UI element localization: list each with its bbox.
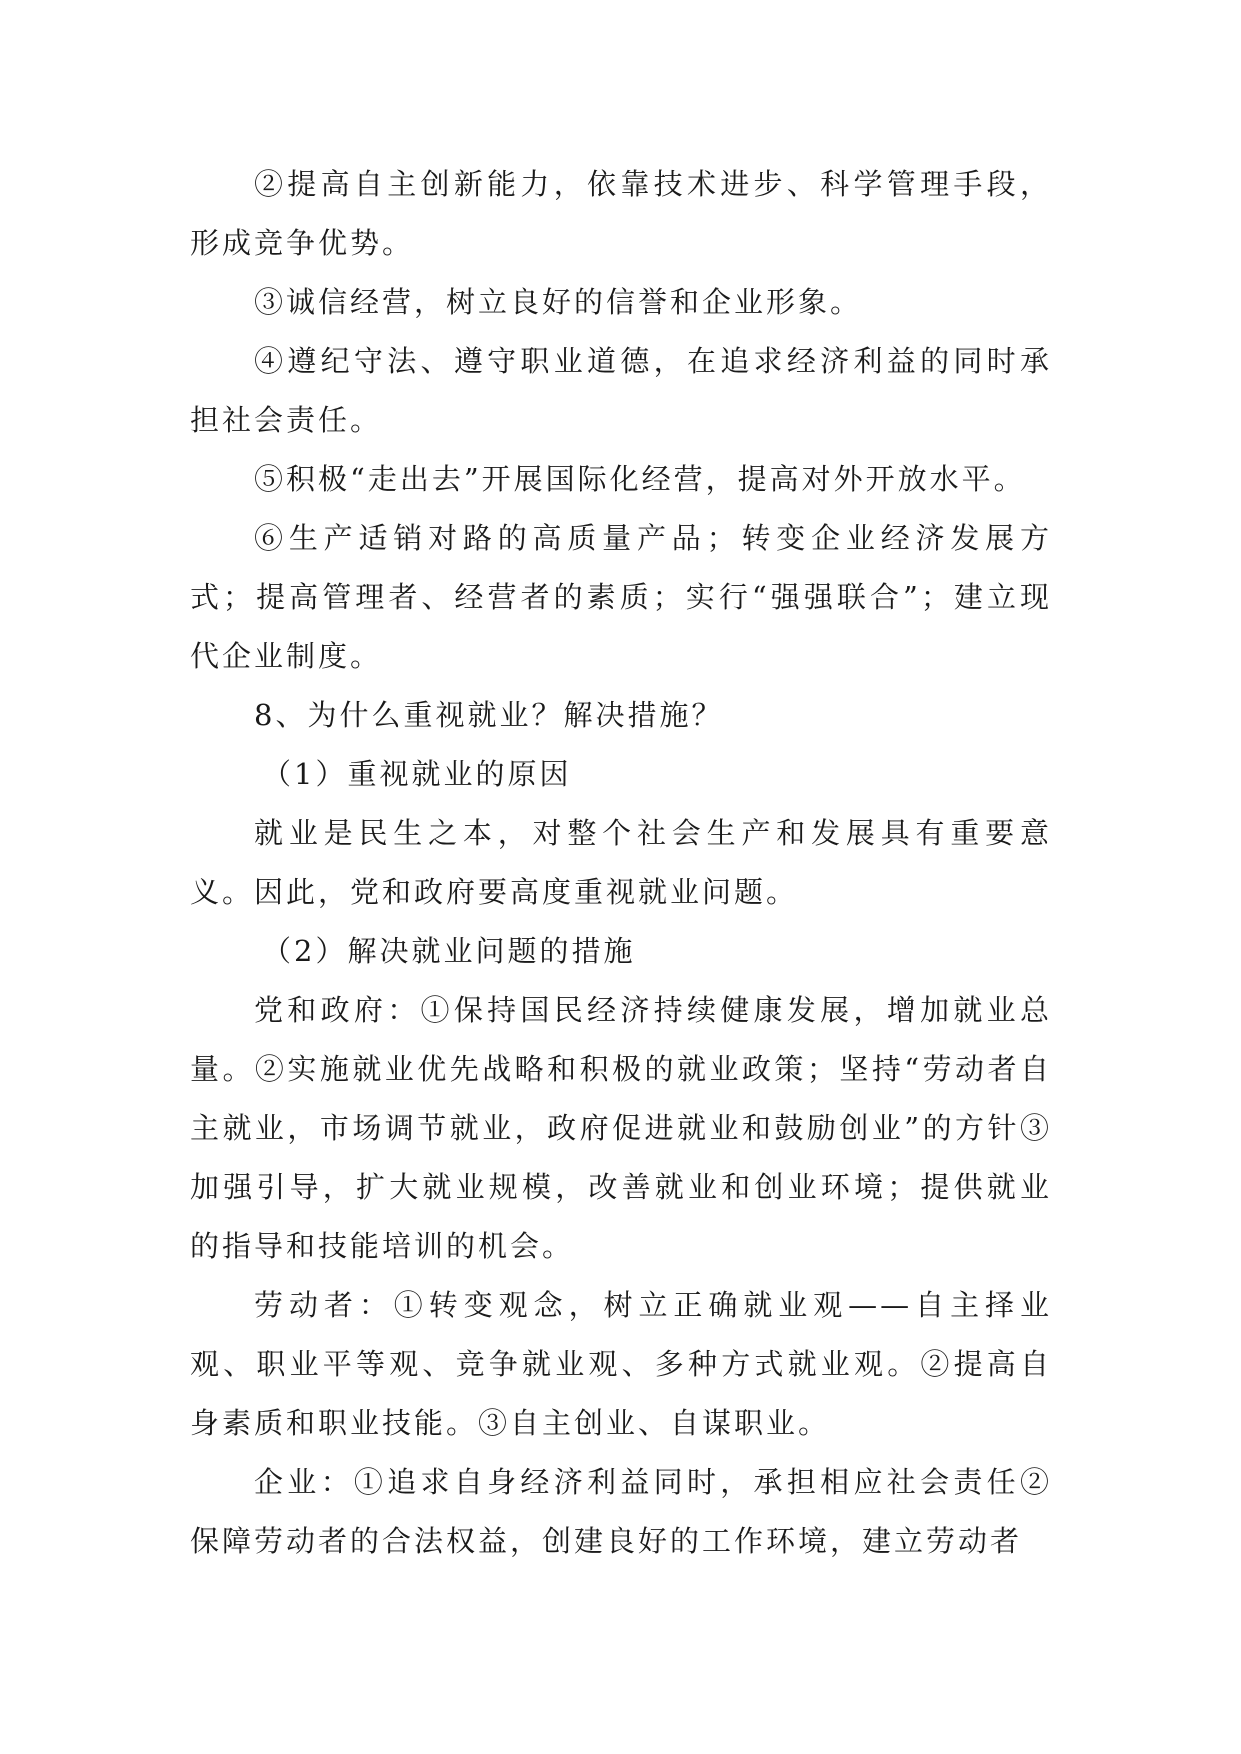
- document-body: [190, 155, 1052, 1571]
- paragraph-enterprise-products: ⑥生产适销对路的高质量产品；转变企业经济发展方式；提高管理者、经营者的素质；实行“强强联合”；建立现代企业制度。: [190, 521, 1052, 673]
- paragraph-measures-workers: 劳动者：①转变观念，树立正确就业观——自主择业观、职业平等观、竞争就业观、多种方式就业观。②提高自身素质和职业技能。③自主创业、自谋职业。: [190, 1288, 1052, 1440]
- subheading-employment-reason: （1）重视就业的原因: [262, 757, 572, 791]
- section-heading-employment: 8、为什么重视就业？解决措施？: [254, 698, 724, 732]
- paragraph-enterprise-integrity: ③诚信经营，树立良好的信誉和企业形象。: [254, 285, 863, 319]
- paragraph-enterprise-going-global: ⑤积极“走出去”开展国际化经营，提高对外开放水平。: [254, 462, 1026, 496]
- paragraph-enterprise-law: ④遵纪守法、遵守职业道德，在追求经济利益的同时承担社会责任。: [190, 344, 1052, 437]
- subheading-employment-measures: （2）解决就业问题的措施: [262, 934, 636, 968]
- paragraph-enterprise-innovation: ②提高自主创新能力，依靠技术进步、科学管理手段，形成竞争优势。: [190, 167, 1052, 260]
- paragraph-measures-government: 党和政府：①保持国民经济持续健康发展，增加就业总量。②实施就业优先战略和积极的就业政策；坚持“劳动者自主就业，市场调节就业，政府促进就业和鼓励创业”的方针③加强引导，扩大就业规模，改善就业和创业环境；提供就业的指导和技能培训的机会。: [190, 993, 1052, 1263]
- paragraph-employment-reason: 就业是民生之本，对整个社会生产和发展具有重要意义。因此，党和政府要高度重视就业问题。: [190, 816, 1052, 909]
- paragraph-measures-enterprises: 企业：①追求自身经济利益同时，承担相应社会责任②保障劳动者的合法权益，创建良好的工作环境，建立劳动者: [190, 1465, 1052, 1558]
